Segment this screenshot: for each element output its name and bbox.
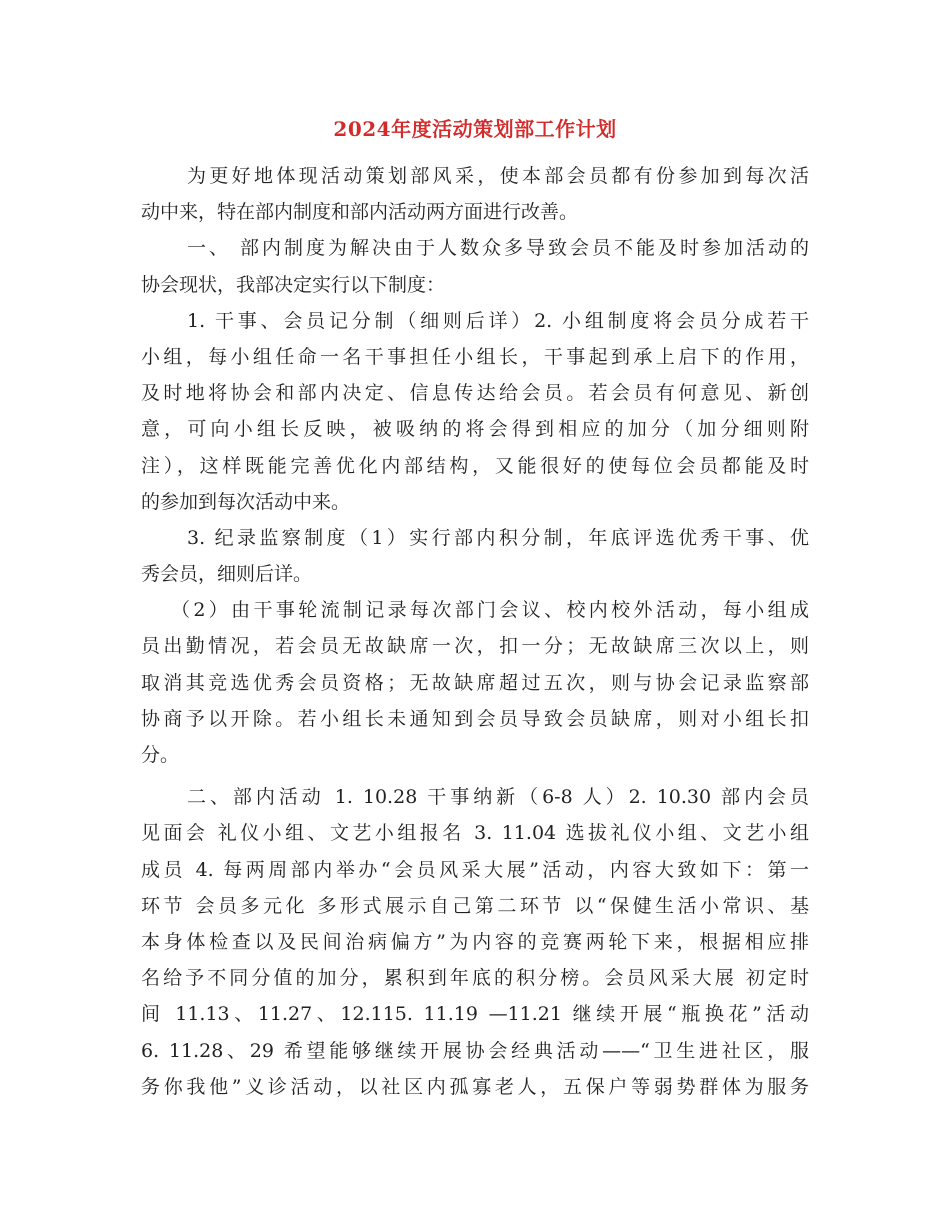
paragraph-line: 3. 纪录监察制度（1）实行部内积分制，年底评选优秀干事、优 [187, 526, 809, 549]
paragraph-line: 动中来，特在部内制度和部内活动两方面进行改善。 [141, 201, 579, 224]
paragraph-line: 本身体检查以及民间治病偏方”为内容的竞赛两轮下来，根据相应排 [141, 930, 809, 953]
paragraph-line: 及时地将协会和部内决定、信息传达给会员。若会员有何意见、新创 [141, 382, 809, 405]
paragraph-line: 的参加到每次活动中来。 [141, 490, 351, 513]
paragraph-line: 员出勤情况，若会员无故缺席一次，扣一分；无故缺席三次以上，则 [141, 635, 809, 658]
paragraph-line: （2）由干事轮流制记录每次部门会议、校内校外活动，每小组成 [171, 599, 809, 622]
paragraph-line: 1. 干事、会员记分制（细则后详）2. 小组制度将会员分成若干 [187, 309, 809, 332]
document-body [141, 158, 809, 1105]
paragraph-line: 成员 4. 每两周部内举办“会员风采大展”活动，内容大致如下：第一 [141, 858, 809, 881]
paragraph-line: 协会现状，我部决定实行以下制度： [141, 273, 446, 296]
paragraph-line: 二、部内活动 1. 10.28 干事纳新（6-8 人）2. 10.30 部内会员 [187, 786, 809, 809]
paragraph-line: 小组，每小组任命一名干事担任小组长，干事起到承上启下的作用， [141, 345, 809, 368]
paragraph-line: 取消其竞选优秀会员资格；无故缺席超过五次，则与协会记录监察部 [141, 671, 809, 694]
paragraph-line: 务你我他”义诊活动，以社区内孤寡老人，五保户等弱势群体为服务 [141, 1075, 809, 1098]
paragraph-line: 名给予不同分值的加分，累积到年底的积分榜。会员风采大展 初定时 [141, 967, 809, 990]
paragraph-line: 6. 11.28、29 希望能够继续开展协会经典活动——“卫生进社区，服 [141, 1039, 809, 1062]
paragraph-line: 意，可向小组长反映，被吸纳的将会得到相应的加分（加分细则附 [141, 418, 809, 441]
paragraph-line: 环节 会员多元化 多形式展示自己第二环节 以“保健生活小常识、基 [141, 894, 809, 917]
paragraph-line: 一、 部内制度为解决由于人数众多导致会员不能及时参加活动的 [187, 237, 809, 260]
paragraph-line: 见面会 礼仪小组、文艺小组报名 3. 11.04 选拔礼仪小组、文艺小组 [141, 822, 809, 845]
paragraph-line: 注），这样既能完善优化内部结构，又能很好的使每位会员都能及时 [141, 454, 809, 477]
paragraph-line: 协商予以开除。若小组长未通知到会员导致会员缺席，则对小组长扣 [141, 707, 809, 730]
document-title: 2024年度活动策划部工作计划 [333, 117, 617, 141]
paragraph-line: 分。 [141, 744, 180, 766]
paragraph-line: 为更好地体现活动策划部风采，使本部会员都有份参加到每次活 [187, 165, 809, 187]
paragraph-line: 间 11.13、11.27、12.115. 11.19 —11.21 继续开展“瓶换花”活动 [141, 1003, 809, 1026]
paragraph-line: 秀会员，细则后详。 [141, 563, 313, 586]
